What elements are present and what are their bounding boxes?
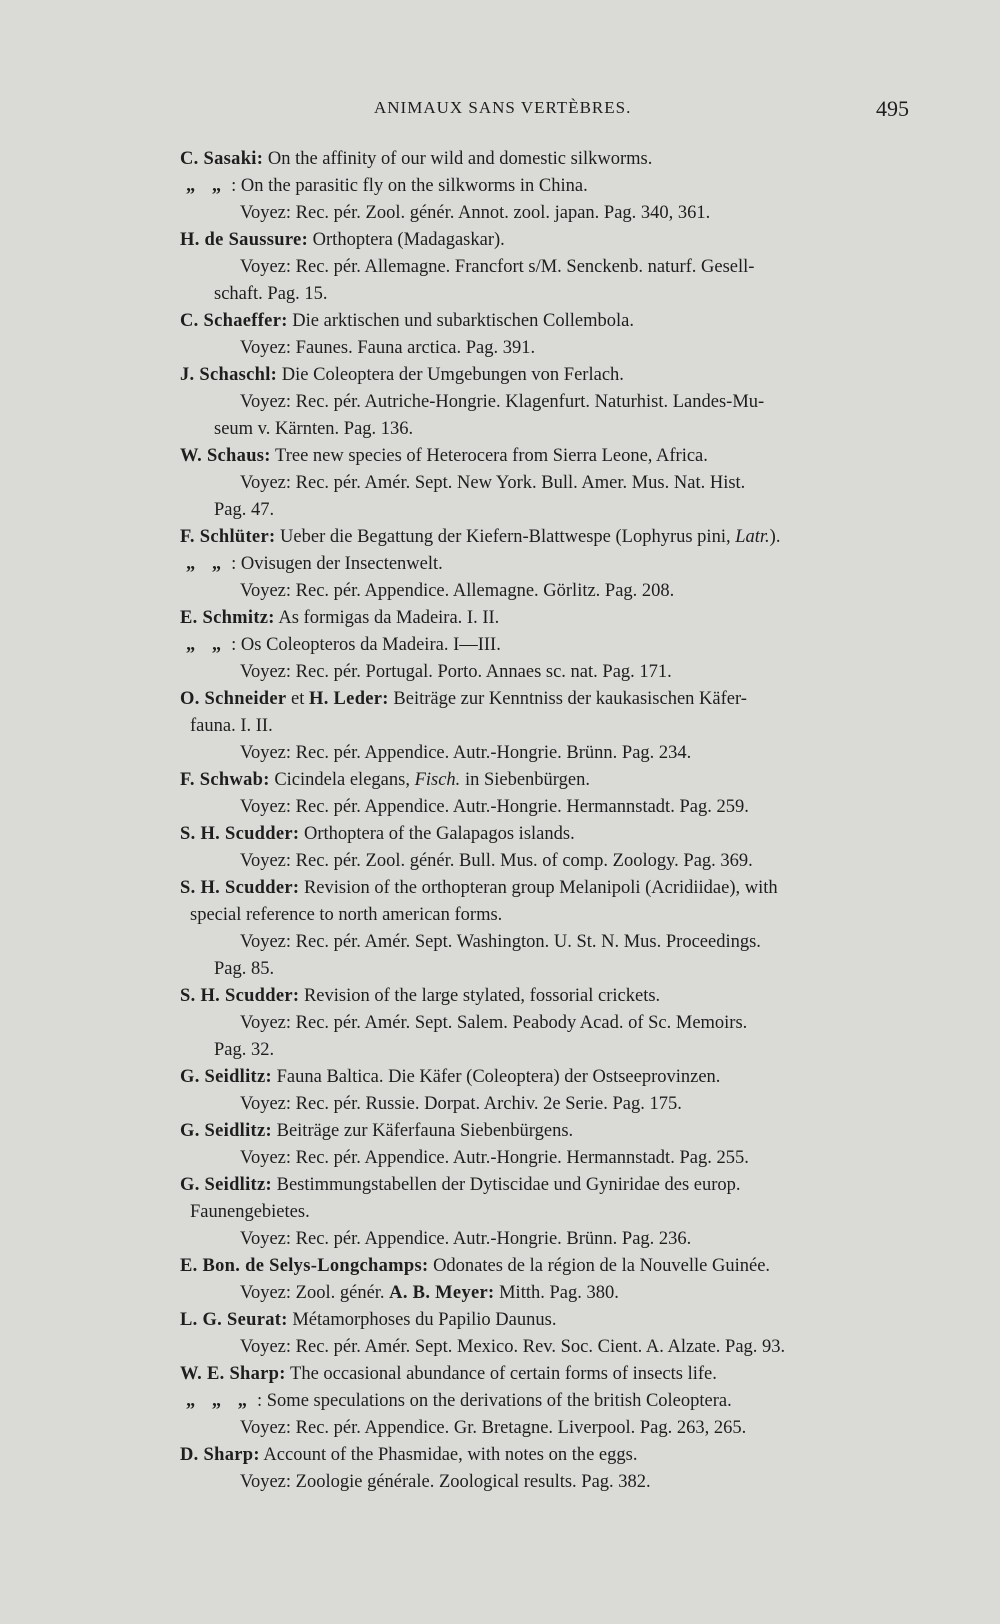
entry-title: As formigas da Madeira. I. II. xyxy=(274,608,500,628)
bibliography-entry xyxy=(180,1064,920,1118)
entry-author: F. Schwab: xyxy=(180,770,270,790)
entry-reference: Voyez: Zoologie générale. Zoological results. Pag. 382. xyxy=(240,1472,651,1492)
entry-title-end: ). xyxy=(769,527,781,547)
bibliography-entry xyxy=(180,524,920,605)
ditto-mark: „ „ xyxy=(186,554,228,574)
bibliography-entry xyxy=(180,821,920,875)
bibliography-entry xyxy=(180,605,920,686)
entry-title-line xyxy=(180,1064,920,1091)
entry-author: J. Schaschl: xyxy=(180,365,278,385)
entry-title-line xyxy=(180,686,920,713)
entry-author: F. Schlüter: xyxy=(180,527,276,547)
entry-title-line xyxy=(180,308,920,335)
entry-author: G. Seidlitz: xyxy=(180,1175,272,1195)
entry-reference: Voyez: Rec. pér. Appendice. Autr.-Hongrie. Brünn. Pag. 234. xyxy=(240,743,692,763)
entry-author: W. Schaus: xyxy=(180,446,271,466)
entry-author: H. de Saussure: xyxy=(180,230,309,250)
bibliography-entry xyxy=(180,875,920,983)
entry-ditto-line xyxy=(180,1388,920,1415)
entry-title-continuation: fauna. I. II. xyxy=(190,716,273,736)
entry-title: : Some speculations on the derivations of the british Coleoptera. xyxy=(257,1391,732,1411)
entry-title: Beiträge zur Kenntniss der kaukasischen Käfer- xyxy=(388,689,747,709)
entry-reference-continuation: Pag. 85. xyxy=(214,959,275,979)
entry-title-continuation: Faunengebietes. xyxy=(190,1202,310,1222)
entry-author: G. Seidlitz: xyxy=(180,1121,272,1141)
entry-author: L. G. Seurat: xyxy=(180,1310,288,1330)
entry-title-line xyxy=(180,362,920,389)
entry-title-line xyxy=(180,443,920,470)
entry-title: Revision of the large stylated, fossorial crickets. xyxy=(299,986,661,1006)
entry-title-line xyxy=(180,146,920,173)
bibliography-entry xyxy=(180,1442,920,1496)
entry-title: Orthoptera (Madagaskar). xyxy=(308,230,505,250)
entry-reference: Voyez: Rec. pér. Amér. Sept. New York. Bull. Amer. Mus. Nat. Hist. xyxy=(240,473,746,493)
ditto-mark: „ „ „ xyxy=(186,1391,253,1411)
entry-title-line xyxy=(180,605,920,632)
entry-reference-author: A. B. Meyer: xyxy=(389,1283,495,1303)
entry-title: Die arktischen und subarktischen Collembola. xyxy=(287,311,634,331)
bibliography-entries xyxy=(180,146,920,1496)
entry-author: E. Schmitz: xyxy=(180,608,275,628)
entry-reference: Voyez: Rec. pér. Zool. génér. Annot. zool. japan. Pag. 340, 361. xyxy=(240,203,711,223)
bibliography-entry xyxy=(180,1118,920,1172)
bibliography-entry xyxy=(180,1307,920,1361)
entry-title-end: in Siebenbürgen. xyxy=(460,770,590,790)
entry-title: : On the parasitic fly on the silkworms in China. xyxy=(231,176,588,196)
entry-title: Bestimmungstabellen der Dytiscidae und Gyniridae des europ. xyxy=(271,1175,741,1195)
entry-author: S. H. Scudder: xyxy=(180,824,300,844)
entry-ditto-line xyxy=(180,551,920,578)
bibliography-entry xyxy=(180,362,920,443)
page-header xyxy=(0,96,1000,126)
entry-reference-continuation: seum v. Kärnten. Pag. 136. xyxy=(214,419,414,439)
entry-reference-text: Voyez: Zool. génér. xyxy=(240,1283,390,1303)
entry-author: H. Leder: xyxy=(309,689,389,709)
entry-reference-text: Mitth. Pag. 380. xyxy=(494,1283,619,1303)
entry-title-line xyxy=(180,767,920,794)
entry-reference xyxy=(180,1280,920,1307)
entry-author: C. Sasaki: xyxy=(180,149,264,169)
entry-title: The occasional abundance of certain forms of insects life. xyxy=(285,1364,717,1384)
entry-title-line xyxy=(180,227,920,254)
entry-title: Tree new species of Heterocera from Sierra Leone, Africa. xyxy=(270,446,708,466)
entry-title-italic: Fisch. xyxy=(414,770,461,790)
bibliography-entry xyxy=(180,983,920,1064)
entry-author: S. H. Scudder: xyxy=(180,878,300,898)
entry-author: C. Schaeffer: xyxy=(180,311,288,331)
entry-reference: Voyez: Faunes. Fauna arctica. Pag. 391. xyxy=(240,338,536,358)
entry-author: O. Schneider xyxy=(180,689,287,709)
entry-title: Die Coleoptera der Umgebungen von Ferlach. xyxy=(277,365,624,385)
entry-title-line xyxy=(180,524,920,551)
entry-ditto-line xyxy=(180,173,920,200)
entry-author: D. Sharp: xyxy=(180,1445,260,1465)
entry-title: Cicindela elegans, xyxy=(269,770,415,790)
entry-title-line xyxy=(180,1172,920,1199)
bibliography-entry xyxy=(180,767,920,821)
entry-title-line xyxy=(180,983,920,1010)
entry-reference: Voyez: Rec. pér. Portugal. Porto. Annaes sc. nat. Pag. 171. xyxy=(240,662,672,682)
entry-title: Odonates de la région de la Nouvelle Guinée. xyxy=(428,1256,771,1276)
ditto-mark: „ „ xyxy=(186,635,228,655)
bibliography-entry xyxy=(180,308,920,362)
entry-conjunction: et xyxy=(286,689,309,709)
entry-title-line xyxy=(180,1442,920,1469)
entry-title: : Os Coleopteros da Madeira. I—III. xyxy=(231,635,501,655)
entry-reference-continuation: Pag. 32. xyxy=(214,1040,275,1060)
entry-title: Beiträge zur Käferfauna Siebenbürgens. xyxy=(271,1121,574,1141)
ditto-mark: „ „ xyxy=(186,176,228,196)
entry-title-line xyxy=(180,875,920,902)
entry-reference: Voyez: Rec. pér. Amér. Sept. Mexico. Rev. Soc. Cient. A. Alzate. Pag. 93. xyxy=(240,1337,786,1357)
entry-title: Métamorphoses du Papilio Daunus. xyxy=(287,1310,557,1330)
entry-author: E. Bon. de Selys-Longchamps: xyxy=(180,1256,429,1276)
entry-title: Orthoptera of the Galapagos islands. xyxy=(299,824,575,844)
entry-title-line xyxy=(180,1253,920,1280)
entry-title-italic: Latr. xyxy=(735,527,770,547)
entry-title-line xyxy=(180,1361,920,1388)
entry-title-line xyxy=(180,1307,920,1334)
entry-reference-continuation: Pag. 47. xyxy=(214,500,275,520)
bibliography-entry xyxy=(180,443,920,524)
bibliography-entry xyxy=(180,227,920,308)
entry-reference: Voyez: Rec. pér. Appendice. Gr. Bretagne. Liverpool. Pag. 263, 265. xyxy=(240,1418,747,1438)
entry-reference: Voyez: Rec. pér. Zool. génér. Bull. Mus. of comp. Zoology. Pag. 369. xyxy=(240,851,753,871)
entry-title-line xyxy=(180,1118,920,1145)
page-number: 495 xyxy=(876,96,909,121)
entry-reference-continuation: schaft. Pag. 15. xyxy=(214,284,328,304)
entry-title: Revision of the orthopteran group Melanipoli (Acridiidae), with xyxy=(299,878,778,898)
running-title: ANIMAUX SANS VERTÈBRES. xyxy=(374,98,632,117)
entry-title: On the affinity of our wild and domestic silkworms. xyxy=(263,149,653,169)
entry-title: Fauna Baltica. Die Käfer (Coleoptera) der Ostseeprovinzen. xyxy=(271,1067,721,1087)
entry-author: G. Seidlitz: xyxy=(180,1067,272,1087)
entry-reference: Voyez: Rec. pér. Appendice. Autr.-Hongrie. Brünn. Pag. 236. xyxy=(240,1229,692,1249)
entry-reference: Voyez: Rec. pér. Amér. Sept. Washington. U. St. N. Mus. Proceedings. xyxy=(240,932,761,952)
entry-title-line xyxy=(180,821,920,848)
entry-reference: Voyez: Rec. pér. Appendice. Autr.-Hongrie. Hermannstadt. Pag. 255. xyxy=(240,1148,749,1168)
entry-title-continuation: special reference to north american forms. xyxy=(190,905,503,925)
entry-reference: Voyez: Rec. pér. Amér. Sept. Salem. Peabody Acad. of Sc. Memoirs. xyxy=(240,1013,748,1033)
entry-reference: Voyez: Rec. pér. Appendice. Autr.-Hongrie. Hermannstadt. Pag. 259. xyxy=(240,797,749,817)
entry-title: Ueber die Begattung der Kiefern-Blattwespe (Lophyrus pini, xyxy=(275,527,736,547)
entry-reference: Voyez: Rec. pér. Appendice. Allemagne. Görlitz. Pag. 208. xyxy=(240,581,675,601)
bibliography-entry xyxy=(180,146,920,227)
entry-title: : Ovisugen der Insectenwelt. xyxy=(231,554,443,574)
entry-title: Account of the Phasmidae, with notes on the eggs. xyxy=(259,1445,638,1465)
bibliography-entry xyxy=(180,1253,920,1307)
bibliography-entry xyxy=(180,686,920,767)
entry-reference: Voyez: Rec. pér. Allemagne. Francfort s/M. Senckenb. naturf. Gesell- xyxy=(240,257,755,277)
entry-ditto-line xyxy=(180,632,920,659)
entry-reference: Voyez: Rec. pér. Autriche-Hongrie. Klagenfurt. Naturhist. Landes-Mu- xyxy=(240,392,765,412)
entry-reference: Voyez: Rec. pér. Russie. Dorpat. Archiv. 2e Serie. Pag. 175. xyxy=(240,1094,682,1114)
entry-author: S. H. Scudder: xyxy=(180,986,300,1006)
entry-author: W. E. Sharp: xyxy=(180,1364,286,1384)
bibliography-entry xyxy=(180,1172,920,1253)
bibliography-entry xyxy=(180,1361,920,1442)
